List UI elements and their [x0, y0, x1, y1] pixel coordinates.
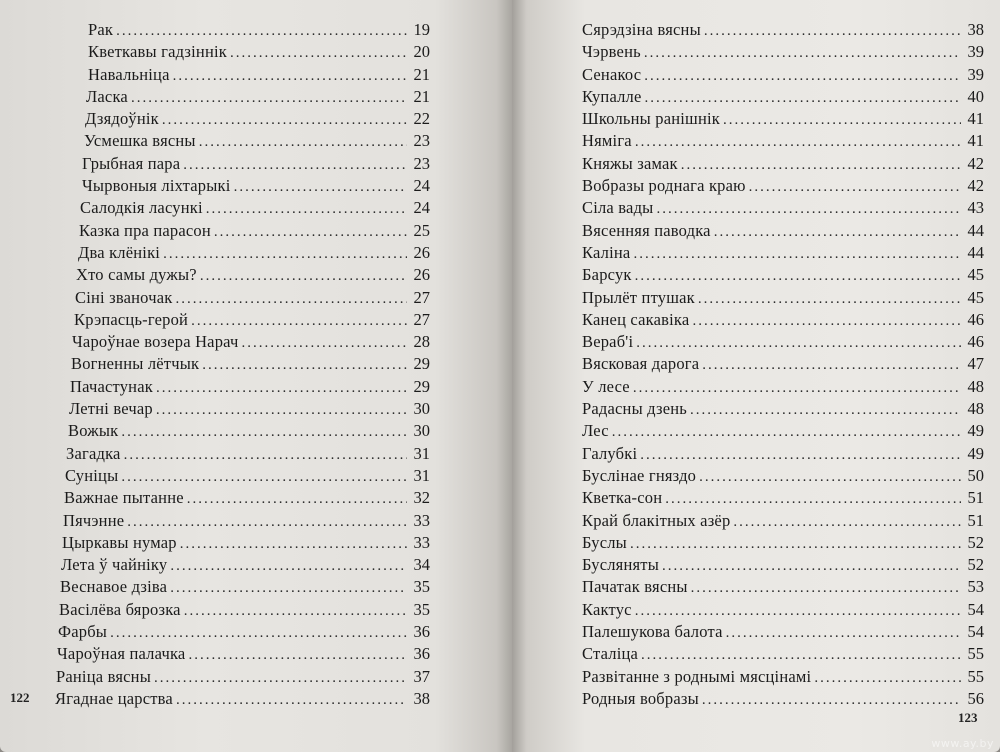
- toc-entry-page-number: 44: [967, 220, 984, 240]
- toc-entry: [582, 354, 984, 376]
- dot-leader: [154, 670, 407, 687]
- toc-entry-page-number: 32: [413, 488, 430, 508]
- toc-entry-title: Прылёт птушак: [582, 287, 695, 307]
- toc-entry-page-number: 53: [967, 577, 984, 597]
- dot-leader: [733, 514, 961, 531]
- toc-entry: [582, 689, 984, 711]
- toc-entry-title: Сіла вады: [582, 198, 654, 218]
- toc-entry-title: Чырвоныя ліхтарыкі: [82, 176, 231, 196]
- toc-entry-page-number: 36: [413, 644, 430, 664]
- toc-entry-page-number: 46: [967, 332, 984, 352]
- toc-entry-page-number: 39: [967, 42, 984, 62]
- toc-entry-page-number: 24: [413, 176, 430, 196]
- toc-entry: [582, 131, 984, 153]
- toc-entry-page-number: 31: [413, 443, 430, 463]
- dot-leader: [242, 335, 407, 352]
- dot-leader: [726, 625, 961, 642]
- toc-entry: [0, 555, 430, 577]
- toc-entry-title: Усмешка вясны: [84, 131, 196, 151]
- dot-leader: [188, 647, 407, 664]
- toc-entry-title: Канец сакавіка: [582, 309, 690, 329]
- toc-entry-title: Крэпасць-герой: [74, 309, 189, 329]
- toc-entry: [582, 332, 984, 354]
- left-page-number: 122: [10, 690, 30, 705]
- toc-entry-title: Чароўнае возера Нарач: [72, 332, 239, 352]
- left-table-of-contents: [0, 20, 430, 711]
- toc-entry: [582, 511, 984, 533]
- toc-entry: [582, 577, 984, 599]
- dot-leader: [191, 313, 407, 330]
- toc-entry-page-number: 42: [967, 176, 984, 196]
- toc-entry-title: Чароўная палачка: [57, 644, 186, 664]
- toc-entry-page-number: 39: [967, 64, 984, 84]
- toc-entry-title: У лесе: [582, 376, 630, 396]
- toc-entry: [0, 265, 430, 287]
- dot-leader: [121, 469, 407, 486]
- toc-entry: [582, 444, 984, 466]
- dot-leader: [635, 268, 961, 285]
- toc-entry-page-number: 33: [413, 532, 430, 552]
- toc-entry-title: Лес: [582, 421, 609, 441]
- toc-entry: [582, 644, 984, 666]
- toc-entry-page-number: 54: [967, 599, 984, 619]
- toc-entry: [582, 87, 984, 109]
- toc-entry-page-number: 26: [413, 265, 430, 285]
- toc-entry-title: Барсук: [582, 265, 632, 285]
- toc-entry-title: Каліна: [582, 242, 631, 262]
- toc-entry-title: Казка пра парасон: [79, 220, 211, 240]
- dot-leader: [640, 447, 961, 464]
- dot-leader: [635, 134, 961, 151]
- toc-entry-title: Чэрвень: [582, 42, 641, 62]
- toc-entry: [0, 310, 430, 332]
- dot-leader: [199, 134, 407, 151]
- toc-entry: [582, 421, 984, 443]
- toc-entry: [0, 511, 430, 533]
- toc-entry-page-number: 49: [967, 421, 984, 441]
- dot-leader: [110, 625, 407, 642]
- toc-entry-page-number: 23: [413, 153, 430, 173]
- toc-entry-page-number: 24: [413, 198, 430, 218]
- toc-entry-title: Салодкія ласункі: [80, 198, 203, 218]
- toc-entry-title: Кветкавы гадзіннік: [88, 42, 227, 62]
- toc-entry-title: Буслы: [582, 532, 627, 552]
- toc-entry-page-number: 55: [967, 644, 984, 664]
- toc-entry-title: Рак: [88, 20, 114, 39]
- toc-entry: [0, 176, 430, 198]
- toc-entry: [0, 65, 430, 87]
- toc-entry-title: Сіні званочак: [75, 287, 173, 307]
- toc-entry: [0, 466, 430, 488]
- toc-entry: [0, 131, 430, 153]
- dot-leader: [156, 402, 407, 419]
- toc-entry-title: Васілёва бярозка: [59, 599, 181, 619]
- toc-entry: [0, 221, 430, 243]
- dot-leader: [681, 157, 961, 174]
- toc-entry-title: Важнае пытанне: [64, 488, 184, 508]
- toc-entry: [582, 667, 984, 689]
- toc-entry-title: Хто самы дужы?: [76, 265, 197, 285]
- toc-entry-title: Ягаднае царства: [55, 688, 173, 708]
- toc-entry-title: Сенакос: [582, 64, 642, 84]
- toc-entry: [582, 466, 984, 488]
- toc-entry: [0, 377, 430, 399]
- toc-entry: [0, 622, 430, 644]
- toc-entry: [582, 109, 984, 131]
- toc-entry-title: Вобразы роднага краю: [582, 176, 746, 196]
- dot-leader: [644, 45, 961, 62]
- toc-entry-title: Вогненны лётчык: [71, 354, 200, 374]
- dot-leader: [699, 469, 961, 486]
- toc-entry-title: Грыбная пара: [82, 153, 181, 173]
- toc-entry: [0, 577, 430, 599]
- toc-entry-page-number: 21: [413, 86, 430, 106]
- right-table-of-contents: [582, 20, 984, 711]
- toc-entry-page-number: 29: [413, 376, 430, 396]
- toc-entry-page-number: 54: [967, 622, 984, 642]
- toc-entry-page-number: 41: [967, 131, 984, 151]
- dot-leader: [702, 692, 961, 709]
- toc-entry-title: Летні вечар: [69, 399, 153, 419]
- toc-entry-page-number: 51: [967, 488, 984, 508]
- dot-leader: [183, 157, 407, 174]
- toc-entry-title: Пячэнне: [63, 510, 125, 530]
- toc-entry: [0, 399, 430, 421]
- toc-entry-page-number: 56: [967, 688, 984, 708]
- toc-entry-title: Сярэдзіна вясны: [582, 20, 701, 39]
- toc-entry: [582, 377, 984, 399]
- toc-entry-page-number: 41: [967, 109, 984, 129]
- toc-entry-page-number: 40: [967, 86, 984, 106]
- toc-entry-title: Няміга: [582, 131, 632, 151]
- toc-entry: [0, 42, 430, 64]
- dot-leader: [702, 357, 961, 374]
- toc-entry-page-number: 34: [413, 555, 430, 575]
- toc-entry-page-number: 38: [967, 20, 984, 39]
- dot-leader: [156, 380, 407, 397]
- toc-entry: [582, 399, 984, 421]
- toc-entry-title: Школьны ранішнік: [582, 109, 720, 129]
- toc-entry-title: Вясенняя паводка: [582, 220, 711, 240]
- toc-entry-page-number: 55: [967, 666, 984, 686]
- right-page: [512, 0, 1000, 752]
- dot-leader: [127, 514, 407, 531]
- toc-entry: [0, 421, 430, 443]
- dot-leader: [635, 603, 961, 620]
- toc-entry-page-number: 30: [413, 399, 430, 419]
- dot-leader: [704, 23, 961, 40]
- toc-entry: [0, 444, 430, 466]
- toc-entry-title: Навальніца: [88, 64, 170, 84]
- toc-entry: [0, 667, 430, 689]
- toc-entry-page-number: 51: [967, 510, 984, 530]
- toc-entry-title: Цыркавы нумар: [62, 532, 177, 552]
- toc-entry-title: Купалле: [582, 86, 642, 106]
- toc-entry-page-number: 23: [413, 131, 430, 151]
- toc-entry-title: Суніцы: [65, 465, 119, 485]
- toc-entry-title: Кветка-сон: [582, 488, 663, 508]
- dot-leader: [214, 224, 407, 241]
- dot-leader: [170, 580, 407, 597]
- dot-leader: [633, 246, 961, 263]
- dot-leader: [180, 536, 407, 553]
- toc-entry-page-number: 27: [413, 287, 430, 307]
- watermark: www.ay.by: [931, 737, 994, 750]
- toc-entry-page-number: 52: [967, 532, 984, 552]
- toc-entry-title: Дзядоўнік: [85, 109, 159, 129]
- toc-entry-page-number: 29: [413, 354, 430, 374]
- right-page-number: 123: [958, 710, 978, 725]
- toc-entry-title: Лета ў чайніку: [61, 555, 168, 575]
- toc-entry-page-number: 45: [967, 287, 984, 307]
- toc-entry-page-number: 19: [413, 20, 430, 39]
- dot-leader: [116, 23, 407, 40]
- toc-entry: [0, 533, 430, 555]
- dot-leader: [714, 224, 961, 241]
- toc-entry-title: Два клёнікі: [78, 242, 161, 262]
- dot-leader: [230, 45, 407, 62]
- toc-entry-page-number: 25: [413, 220, 430, 240]
- toc-entry-page-number: 35: [413, 577, 430, 597]
- dot-leader: [234, 179, 407, 196]
- toc-entry-page-number: 43: [967, 198, 984, 218]
- toc-entry: [0, 644, 430, 666]
- dot-leader: [170, 558, 407, 575]
- toc-entry-title: Вясковая дарога: [582, 354, 700, 374]
- toc-entry-title: Вожык: [68, 421, 119, 441]
- dot-leader: [665, 491, 961, 508]
- toc-entry-title: Буслінае гняздо: [582, 465, 697, 485]
- toc-entry-title: Княжы замак: [582, 153, 678, 173]
- toc-entry: [0, 109, 430, 131]
- toc-entry-page-number: 36: [413, 622, 430, 642]
- toc-entry: [0, 488, 430, 510]
- toc-entry-page-number: 27: [413, 309, 430, 329]
- toc-entry-title: Кактус: [582, 599, 632, 619]
- toc-entry-page-number: 42: [967, 153, 984, 173]
- toc-entry-page-number: 49: [967, 443, 984, 463]
- dot-leader: [814, 670, 961, 687]
- toc-entry: [0, 288, 430, 310]
- toc-entry-page-number: 22: [413, 109, 430, 129]
- toc-entry-title: Фарбы: [58, 622, 108, 642]
- toc-entry-title: Галубкі: [582, 443, 638, 463]
- dot-leader: [723, 112, 961, 129]
- toc-entry: [0, 87, 430, 109]
- toc-entry-title: Радасны дзень: [582, 399, 687, 419]
- dot-leader: [692, 313, 961, 330]
- dot-leader: [202, 357, 407, 374]
- toc-entry-title: Край блакітных азёр: [582, 510, 731, 530]
- toc-entry: [0, 198, 430, 220]
- toc-entry: [582, 42, 984, 64]
- toc-entry-page-number: 50: [967, 465, 984, 485]
- toc-entry-page-number: 33: [413, 510, 430, 530]
- toc-entry-title: Раніца вясны: [56, 666, 151, 686]
- toc-entry-page-number: 52: [967, 555, 984, 575]
- toc-entry: [582, 243, 984, 265]
- toc-entry-page-number: 46: [967, 309, 984, 329]
- toc-entry: [582, 221, 984, 243]
- toc-entry-title: Развітанне з роднымі мясцінамі: [582, 666, 812, 686]
- toc-entry: [582, 154, 984, 176]
- dot-leader: [206, 201, 407, 218]
- toc-entry-page-number: 20: [413, 42, 430, 62]
- dot-leader: [644, 68, 961, 85]
- toc-entry: [582, 533, 984, 555]
- toc-entry-page-number: 48: [967, 376, 984, 396]
- dot-leader: [656, 201, 961, 218]
- toc-entry: [582, 265, 984, 287]
- dot-leader: [176, 692, 407, 709]
- dot-leader: [175, 291, 407, 308]
- toc-entry-page-number: 44: [967, 242, 984, 262]
- toc-entry-title: Веснавое дзіва: [60, 577, 168, 597]
- toc-entry: [0, 600, 430, 622]
- dot-leader: [630, 536, 961, 553]
- toc-entry-page-number: 35: [413, 599, 430, 619]
- toc-entry-title: Палешукова балота: [582, 622, 723, 642]
- dot-leader: [124, 447, 407, 464]
- toc-entry: [0, 354, 430, 376]
- dot-leader: [698, 291, 961, 308]
- toc-entry-title: Родныя вобразы: [582, 688, 699, 708]
- toc-entry-page-number: 26: [413, 242, 430, 262]
- toc-entry: [0, 154, 430, 176]
- toc-entry-title: Вераб'і: [582, 332, 634, 352]
- dot-leader: [612, 424, 961, 441]
- toc-entry-page-number: 48: [967, 399, 984, 419]
- toc-entry: [582, 310, 984, 332]
- dot-leader: [187, 491, 407, 508]
- toc-entry-title: Бусляняты: [582, 555, 659, 575]
- toc-entry: [0, 689, 430, 711]
- toc-entry-page-number: 47: [967, 354, 984, 374]
- dot-leader: [173, 68, 407, 85]
- dot-leader: [662, 558, 961, 575]
- toc-entry-page-number: 31: [413, 465, 430, 485]
- toc-entry-title: Пачатак вясны: [582, 577, 688, 597]
- toc-entry: [582, 622, 984, 644]
- dot-leader: [636, 335, 961, 352]
- dot-leader: [690, 402, 961, 419]
- toc-entry-page-number: 37: [413, 666, 430, 686]
- toc-entry-title: Пачастунак: [70, 376, 153, 396]
- dot-leader: [131, 90, 407, 107]
- toc-entry: [582, 288, 984, 310]
- toc-entry: [582, 600, 984, 622]
- toc-entry-page-number: 21: [413, 64, 430, 84]
- toc-entry: [582, 488, 984, 510]
- dot-leader: [184, 603, 407, 620]
- dot-leader: [633, 380, 961, 397]
- toc-entry-title: Загадка: [66, 443, 121, 463]
- toc-entry: [0, 243, 430, 265]
- dot-leader: [200, 268, 407, 285]
- toc-entry: [582, 65, 984, 87]
- toc-entry-page-number: 38: [413, 688, 430, 708]
- toc-entry-title: Сталіца: [582, 644, 639, 664]
- dot-leader: [163, 246, 407, 263]
- toc-entry-title: Ласка: [86, 86, 128, 106]
- toc-entry: [582, 198, 984, 220]
- toc-entry-page-number: 28: [413, 332, 430, 352]
- toc-entry: [0, 332, 430, 354]
- dot-leader: [645, 90, 961, 107]
- toc-entry: [582, 20, 984, 42]
- toc-entry-page-number: 30: [413, 421, 430, 441]
- dot-leader: [691, 580, 961, 597]
- toc-entry: [0, 20, 430, 42]
- dot-leader: [121, 424, 407, 441]
- dot-leader: [162, 112, 407, 129]
- toc-entry-page-number: 45: [967, 265, 984, 285]
- dot-leader: [641, 647, 961, 664]
- dot-leader: [749, 179, 961, 196]
- toc-entry: [582, 176, 984, 198]
- toc-entry: [582, 555, 984, 577]
